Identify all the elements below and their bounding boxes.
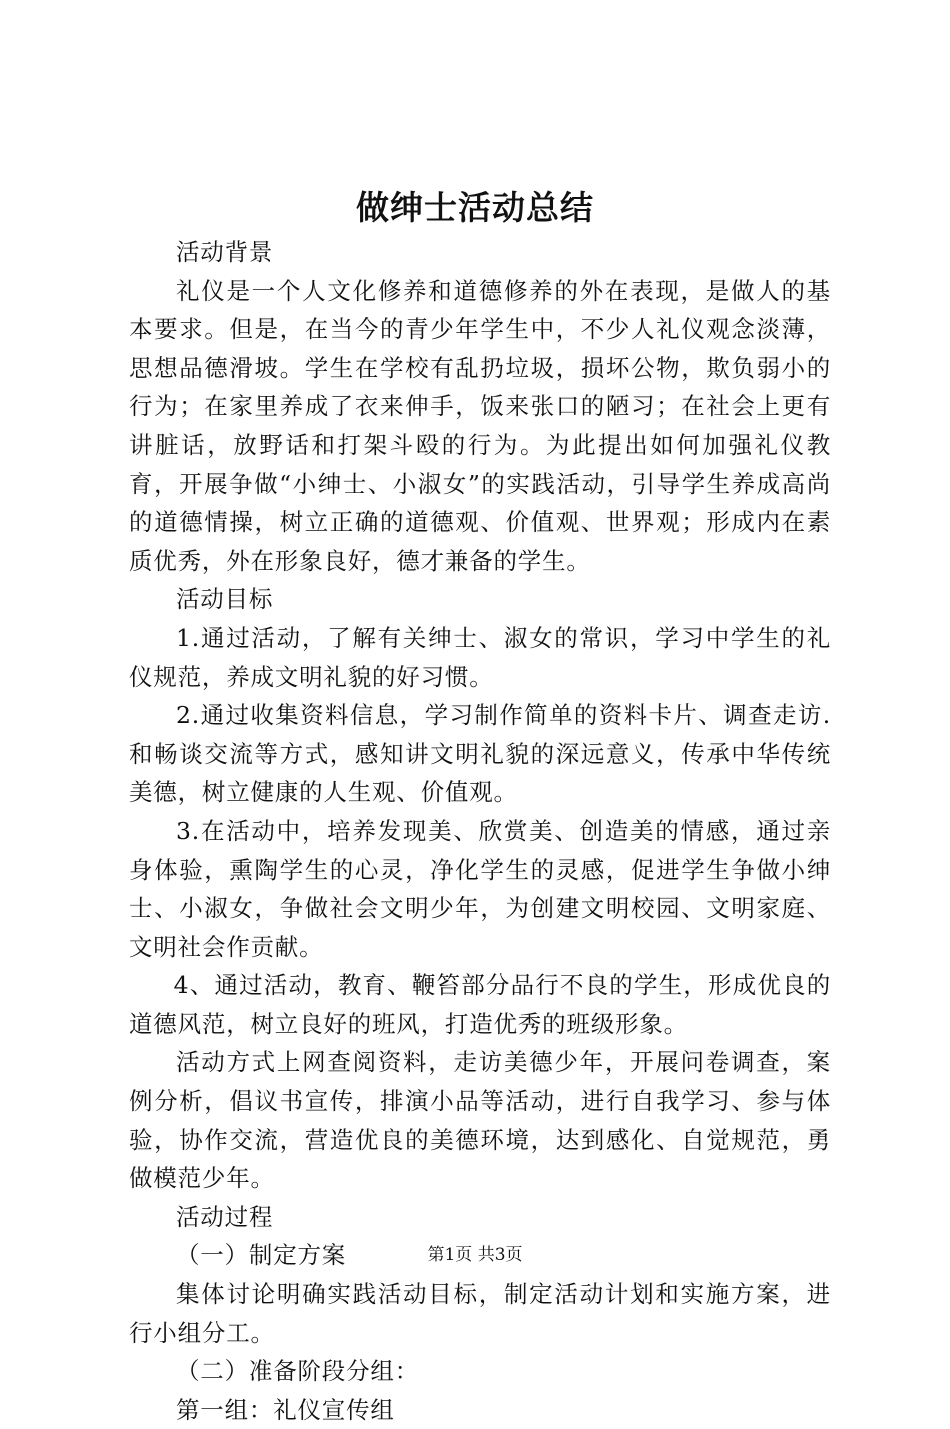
- subheading-preparation: （二）准备阶段分组：: [176, 1357, 419, 1386]
- paragraph-background: 礼仪是一个人文化修养和道德修养的外在表现，是做人的基本要求。但是，在当今的青少年学生中，不少人礼仪观念淡薄，思想品德滑坡。学生在学校有乱扔垃圾，损坏公物，欺负弱小的行为；在家里养成了衣来伸手，饭来张口的陋习；在社会上更有讲脏话，放野话和打架斗殴的行为。为此提出如何加强礼仪教育，开展争做“小绅士、小淑女”的实践活动，引导学生养成高尚的道德情操，树立正确的道德观、价值观、世界观；形成内在素质优秀，外在形象良好，德才兼备的学生。: [129, 276, 831, 575]
- paragraph-goal-1: 1.通过活动，了解有关绅士、淑女的常识，学习中学生的礼仪规范，养成文明礼貌的好习惯。: [129, 623, 831, 691]
- paragraph-methods: 活动方式上网查阅资料，走访美德少年，开展问卷调查，案例分析，倡议书宣传，排演小品等活动，进行自我学习、参与体验，协作交流，营造优良的美德环境，达到感化、自觉规范，勇做模范少年。: [129, 1048, 831, 1193]
- section-heading-process: 活动过程: [176, 1202, 274, 1231]
- document-title: 做绅士活动总结: [356, 188, 594, 227]
- section-heading-background: 活动背景: [176, 238, 274, 266]
- paragraph-goal-4: 4、通过活动，教育、鞭笞部分品行不良的学生，形成优良的道德风范，树立良好的班风，打造优秀的班级形象。: [129, 971, 831, 1038]
- paragraph-plan: 集体讨论明确实践活动目标，制定活动计划和实施方案，进行小组分工。: [129, 1280, 831, 1347]
- section-heading-goals: 活动目标: [176, 585, 274, 614]
- page-footer: 第1页 共3页: [427, 1245, 523, 1265]
- paragraph-goal-3: 3.在活动中，培养发现美、欣赏美、创造美的情感，通过亲身体验，熏陶学生的心灵，净化学生的灵感，促进学生争做小绅士、小淑女，争做社会文明少年，为创建文明校园、文明家庭、文明社会作贡献。: [129, 816, 831, 961]
- subheading-plan: （一）制定方案: [176, 1241, 347, 1270]
- paragraph-goal-2: 2.通过收集资料信息，学习制作简单的资料卡片、调查走访.和畅谈交流等方式，感知讲文明礼貌的深远意义，传承中华传统美德，树立健康的人生观、价值观。: [129, 701, 831, 807]
- group-heading-1: 第一组：礼仪宣传组: [176, 1395, 395, 1424]
